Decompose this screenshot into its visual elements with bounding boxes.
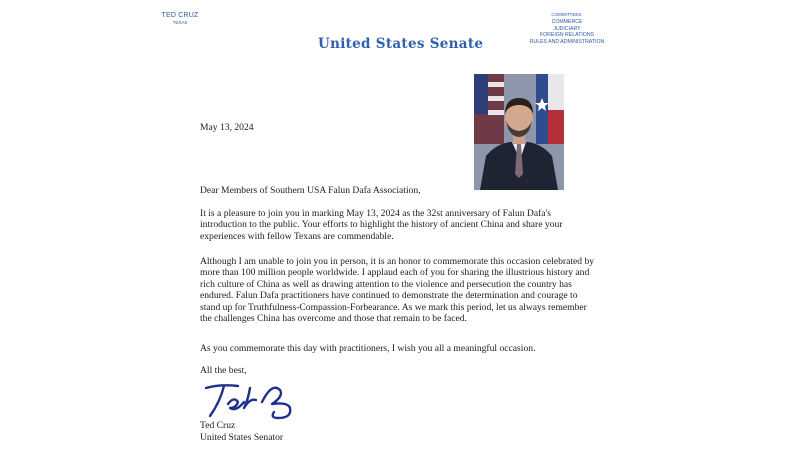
signer-name: Ted Cruz: [200, 420, 236, 431]
signer-title: United States Senator: [200, 432, 284, 443]
handwritten-signature: [198, 378, 304, 422]
letterhead-sender: [158, 12, 202, 25]
committee-item: FOREIGN RELATIONS: [539, 32, 595, 39]
signature-mark: [198, 378, 304, 422]
committee-item: RULES AND ADMINISTRATION: [529, 39, 605, 46]
sender-state: TEXAS: [172, 20, 188, 25]
letter-paragraph: As you commemorate this day with practitioners, I wish you all a meaningful occasion.: [200, 343, 536, 354]
committees-list: [512, 12, 622, 46]
letter-date: May 13, 2024: [200, 122, 254, 133]
senate-letterhead-title: United States Senate: [318, 36, 484, 52]
letter-paragraph: It is a pleasure to join you in marking May 13, 2024 as the 32st anniversary of Falun Dafa's introduction to the public. Your efforts to highlight the history of ancient China and share your experiences with fellow Texans are commendable.: [200, 208, 563, 242]
letter-salutation: Dear Members of Southern USA Falun Dafa Association,: [200, 185, 421, 196]
letter-closing: All the best,: [200, 365, 247, 376]
committees-heading: COMMITTEES:: [551, 12, 583, 17]
committee-item: COMMERCE: [551, 18, 583, 25]
letter-paragraph: Although I am unable to join you in person, it is an honor to commemorate this occasion celebrated by more than 100 million people worldwide. I applaud each of you for sharing the illustrious history and rich culture of China as well as drawing attention to the violence and persecution the country has endured. Falun Dafa practitioners have continued to demonstrate the determination and courage to stand up for Truthfulness-Compassion-Forbearance. As we mark this period, let us always remember the challenges China has overcome and those that remain to be faced.: [200, 256, 595, 325]
sender-name: TED CRUZ: [161, 12, 199, 19]
committee-item: JUDICIARY: [553, 25, 581, 32]
